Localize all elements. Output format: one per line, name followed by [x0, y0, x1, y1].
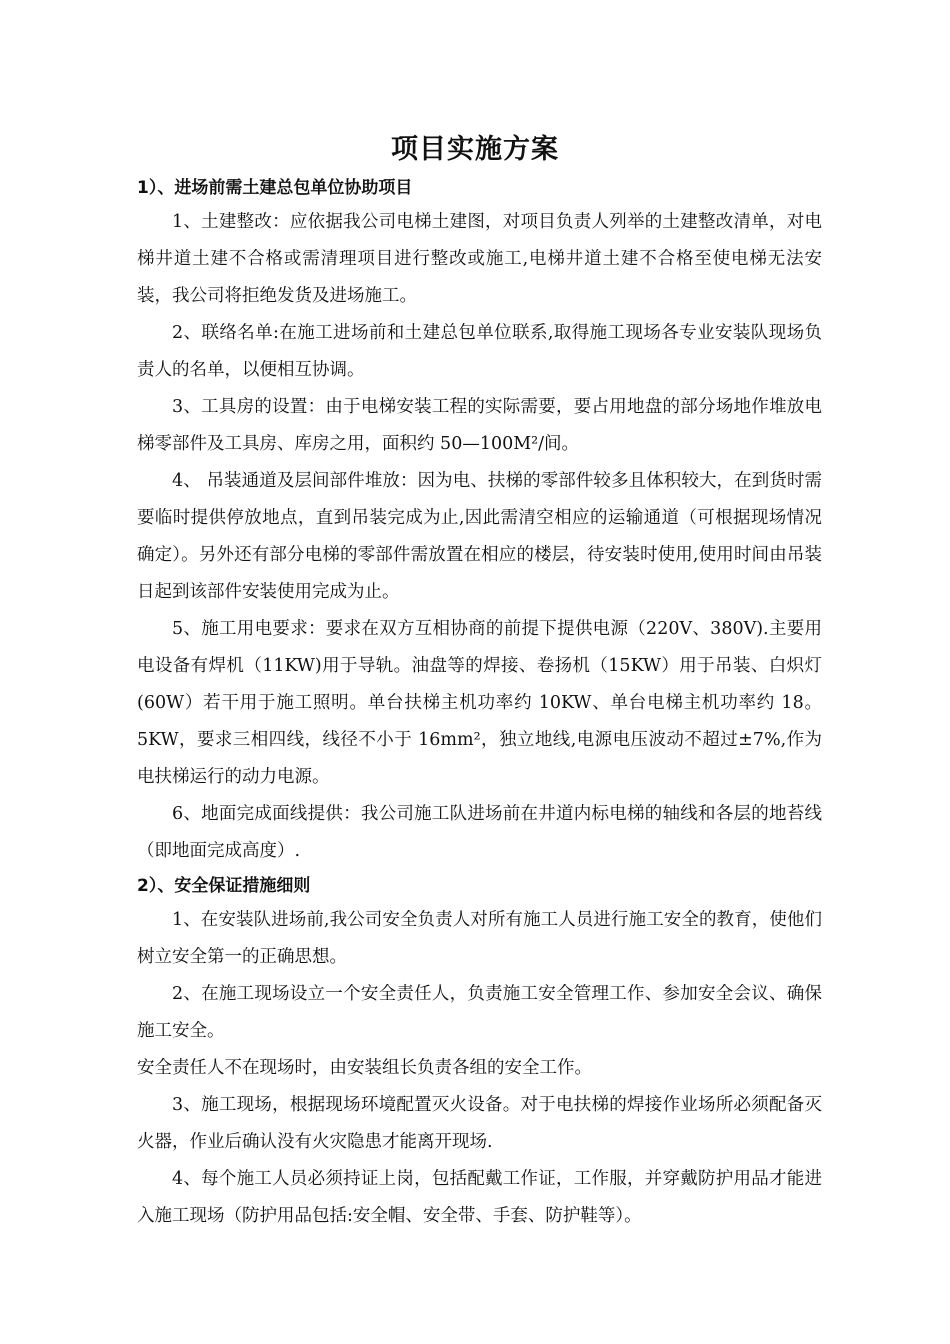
paragraph-floor-finish-line: 6、地面完成面线提供：我公司施工队进场前在井道内标电梯的轴线和各层的地苔线（即地面完成高度）.	[137, 804, 822, 861]
paragraph-fire-equipment: 3、施工现场，根据现场环境配置灭火设备。对于电扶梯的焊接作业场所必须配备灭火器，作业后确认没有火灾隐患才能离开现场.	[137, 1095, 822, 1152]
paragraph-protective-gear: 4、每个施工人员必须持证上岗，包括配戴工作证，工作服，并穿戴防护用品才能进入施工现场（防护用品包括:安全帽、安全带、手套、防护鞋等）。	[137, 1169, 822, 1226]
paragraph-safety-education: 1、在安装队进场前,我公司安全负责人对所有施工人员进行施工安全的教育，使他们树立安全第一的正确思想。	[137, 910, 822, 967]
paragraph-safety-substitute: 安全责任人不在现场时，由安装组长负责各组的安全工作。	[137, 1058, 592, 1078]
paragraph-contact-list: 2、联络名单:在施工进场前和土建总包单位联系,取得施工现场各专业安装队现场负责人的名单，以便相互协调。	[137, 323, 822, 380]
paragraph-civil-rectification: 1、土建整改：应依据我公司电梯土建图，对项目负责人列举的土建整改清单，对电梯井道土建不合格或需清理项目进行整改或施工,电梯井道土建不合格至使电梯无法安装，我公司将拒绝发货及进场施工。	[137, 212, 822, 306]
section-heading-2: 2）、安全保证措施细则	[137, 876, 311, 896]
paragraph-tool-room: 3、工具房的设置：由于电梯安装工程的实际需要，要占用地盘的部分场地作堆放电梯零部件及工具房、库房之用，面积约 50—100M²/间。	[137, 397, 822, 454]
section-heading-1: 1）、进场前需土建总包单位协助项目	[137, 178, 413, 198]
document-title: 项目实施方案	[391, 134, 559, 165]
paragraph-safety-officer: 2、在施工现场设立一个安全责任人，负责施工安全管理工作、参加安全会议、确保施工安全。	[137, 984, 822, 1041]
document-body	[137, 172, 822, 1235]
paragraph-power-requirements: 5、施工用电要求：要求在双方互相协商的前提下提供电源（220V、380V).主要用电设备有焊机（11KW)用于导轨。油盘等的焊接、卷扬机（15KW）用于吊装、白炽灯(60W）若干用于施工照明。单台扶梯主机功率约 10KW、单台电梯主机功率约 18。5KW，要求三相四线，线径不小于 16mm²，独立地线,电源电压波动不超过±7%,作为电扶梯运行的动力电源。	[137, 619, 822, 787]
paragraph-hoisting-channel: 4、 吊装通道及层间部件堆放：因为电、扶梯的零部件较多且体积较大，在到货时需要临时提供停放地点，直到吊装完成为止,因此需清空相应的运输通道（可根据现场情况确定）。另外还有部分电梯的零部件需放置在相应的楼层，待安装时使用,使用时间由吊装日起到该部件安装使用完成为止。	[137, 471, 822, 602]
